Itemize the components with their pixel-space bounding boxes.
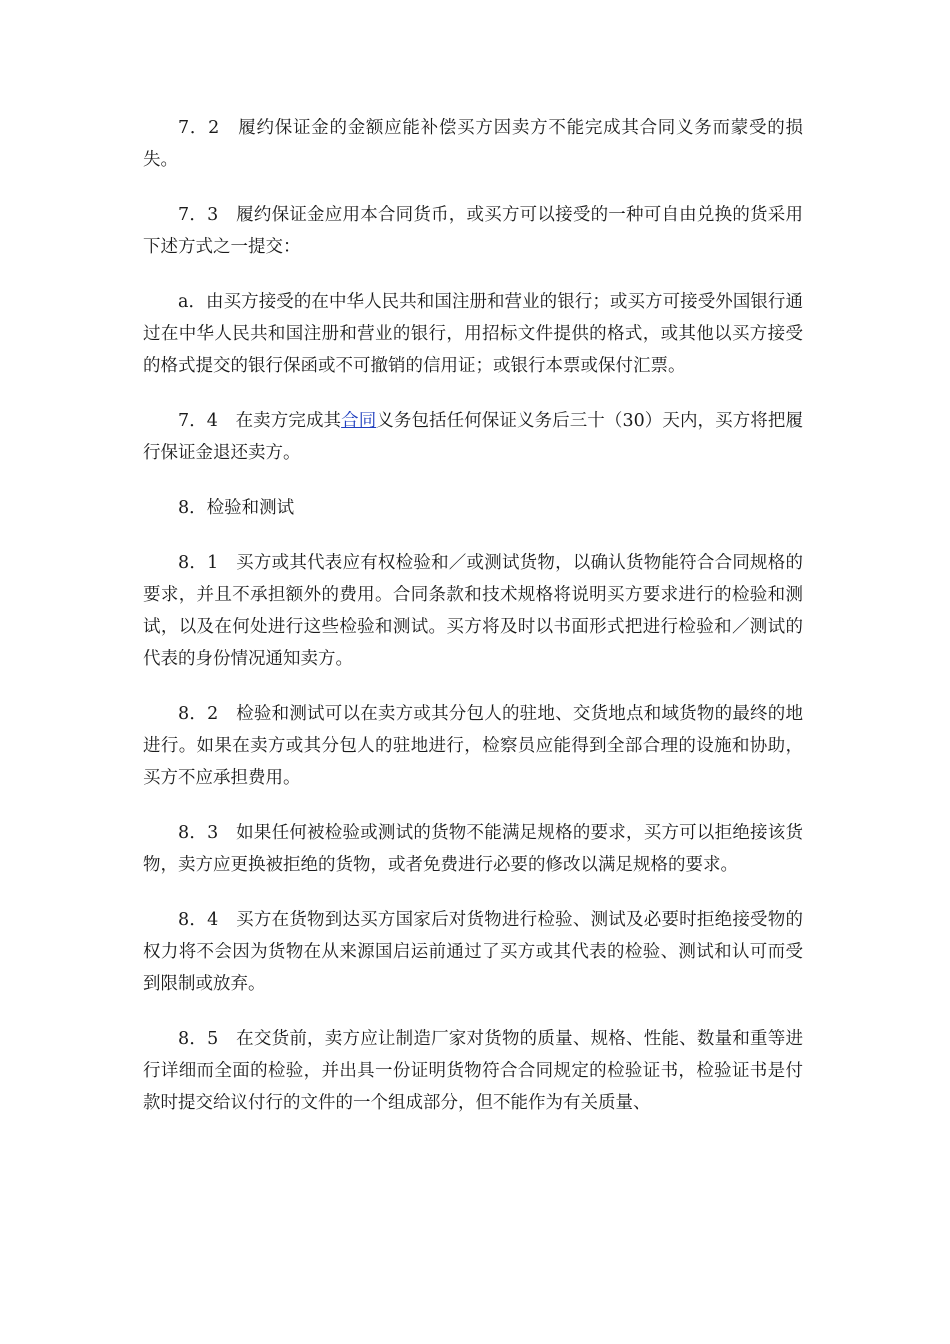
clause-8-2: 8．2 检验和测试可以在卖方或其分包人的驻地、交货地点和域货物的最终的地进行。如果在卖方或其分包人的驻地进行，检察员应能得到全部合理的设施和协助，买方不应承担费用。 [143,704,803,788]
clause-7-4-text-end: 义务包括任何保证义务后三十（30）天内，买方将把履行保证金退还卖方。 [143,411,803,463]
clause-7-4-text-start: 7．4 在卖方完成其 [178,411,342,431]
clause-8-3: 8．3 如果任何被检验或测试的货物不能满足规格的要求，买方可以拒绝接该货物，卖方应更换被拒绝的货物，或者免费进行必要的修改以满足规格的要求。 [143,823,803,875]
contract-link[interactable]: 合同 [341,411,377,431]
section-8-heading: 8．检验和测试 [178,498,295,518]
clause-7-3-a: a．由买方接受的在中华人民共和国注册和营业的银行；或买方可接受外国银行通过在中华人民共和国注册和营业的银行，用招标文件提供的格式，或其他以买方接受的格式提交的银行保函或不可撤销的信用证；或银行本票或保付汇票。 [143,292,803,376]
document-body [143,112,803,1142]
clause-7-4 [143,405,803,469]
clause-7-3: 7．3 履约保证金应用本合同货币，或买方可以接受的一种可自由兑换的货采用下述方式之一提交： [143,205,803,257]
clause-7-2: 7．2 履约保证金的金额应能补偿买方因卖方不能完成其合同义务而蒙受的损失。 [143,118,803,170]
clause-8-5: 8．5 在交货前，卖方应让制造厂家对货物的质量、规格、性能、数量和重等进行详细而全面的检验，并出具一份证明货物符合合同规定的检验证书，检验证书是付款时提交给议付行的文件的一个组成部分，但不能作为有关质量、 [143,1029,803,1113]
clause-8-4: 8．4 买方在货物到达买方国家后对货物进行检验、测试及必要时拒绝接受物的权力将不会因为货物在从来源国启运前通过了买方或其代表的检验、测试和认可而受到限制或放弃。 [143,910,803,994]
clause-8-1: 8．1 买方或其代表应有权检验和／或测试货物，以确认货物能符合合同规格的要求，并且不承担额外的费用。合同条款和技术规格将说明买方要求进行的检验和测试，以及在何处进行这些检验和测试。买方将及时以书面形式把进行检验和／测试的代表的身份情况通知卖方。 [143,553,803,669]
